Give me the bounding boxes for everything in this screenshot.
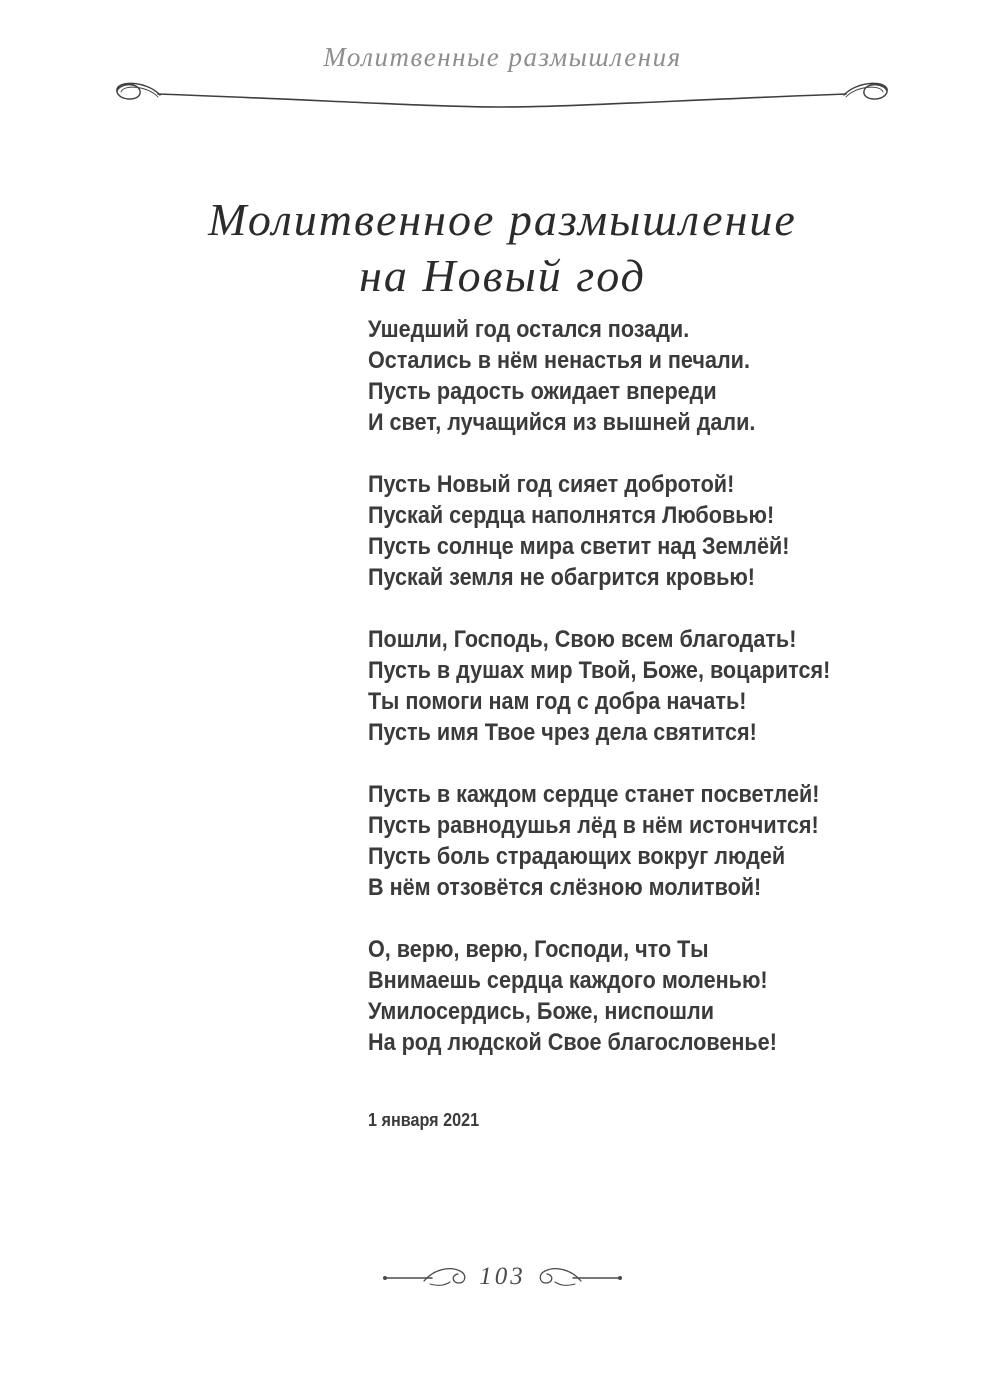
poem-line: Пусть имя Твое чрез дела святится! [368,719,757,746]
poem-line: Пусть радость ожидает впереди [368,378,717,405]
poem-line: В нём отзовётся слёзною молитвой! [368,874,762,901]
poem-stanza [368,314,830,438]
poem-line: Пусть равнодушья лёд в нём истончится! [368,812,819,839]
footer-right-ornament-icon [535,1263,623,1291]
poem-line: На род людской Свое благословенье! [368,1029,777,1056]
footer-left-ornament-icon [382,1263,470,1291]
page-title [0,192,1005,304]
poem-line: О, верю, верю, Господи, что Ты [368,936,709,963]
poem-date: 1 января 2021 [368,1110,480,1130]
poem-line: Пусть Новый год сияет добротой! [368,471,735,498]
right-swirl-icon [844,83,887,99]
poem-line: Пусть в душах мир Твой, Боже, воцарится! [368,657,831,684]
poem-stanza [368,934,830,1058]
poem-line: Пошли, Господь, Свою всем благодать! [368,626,797,653]
page-number: 103 [479,1263,526,1290]
poem-line: Пусть боль страдающих вокруг людей [368,843,786,870]
page-title-line-2: на Новый год [359,250,646,301]
left-swirl-icon [117,83,160,99]
poem-stanza [368,469,830,593]
poem-line: Ушедший год остался позади. [368,316,690,343]
poem [368,314,830,1136]
poem-line: Внимаешь сердца каждого моленью! [368,967,768,994]
poem-stanza [368,624,830,748]
poem-line: Пусть солнце мира светит над Землёй! [368,533,790,560]
poem-line: Пускай земля не обагрится кровью! [368,564,755,591]
page-footer [0,1263,1005,1291]
poem-line: Ты помоги нам год с добра начать! [368,688,747,715]
poem-line: Остались в нём ненастья и печали. [368,347,750,374]
poem-line: Пусть в каждом сердце станет посветлей! [368,781,820,808]
rule-line [158,94,846,107]
running-header: Молитвенные размышления [323,42,682,72]
header-flourish-rule [102,74,902,120]
poem-line: Умилосердись, Боже, ниспошли [368,998,714,1025]
poem-stanza [368,779,830,903]
poem-line: И свет, лучащийся из вышней дали. [368,409,756,436]
page-title-line-1: Молитвенное размышление [208,194,797,245]
poem-line: Пускай сердца наполнятся Любовью! [368,502,775,529]
